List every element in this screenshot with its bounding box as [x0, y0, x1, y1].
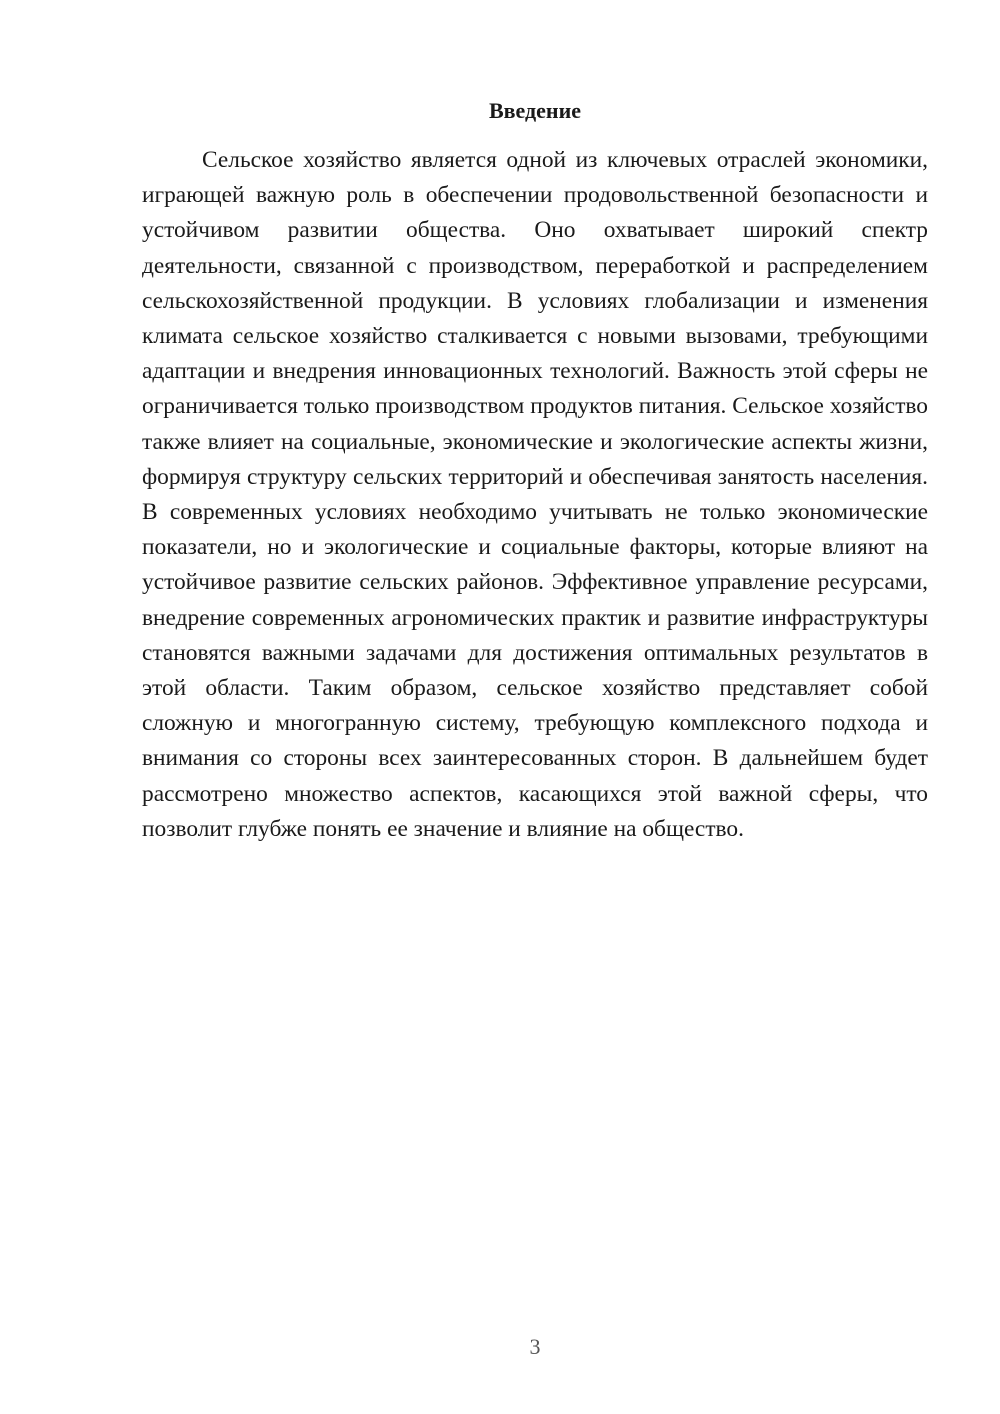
page-number: 3 — [529, 1334, 541, 1359]
introduction-paragraph: Сельское хозяйство является одной из ключевых отраслей экономики, играющей важную роль в обеспечении продовольственной безопасности и устойчивом развитии общества. Оно охватывает широкий спектр деятельности, связанной с производством, переработкой и распределением сельскохозяйственной продукции. В условиях глобализации и изменения климата сельское хозяйство сталкивается с новыми вызовами, требующими адаптации и внедрения инновационных технологий. Важность этой сферы не ограничивается только производством продуктов питания. Сельское хозяйство также влияет на социальные, экономические и экологические аспекты жизни, формируя структуру сельских территорий и обеспечивая занятость населения. В современных условиях необходимо учитывать не только экономические показатели, но и экологические и социальные факторы, которые влияют на устойчивое развитие сельских районов. Эффективное управление ресурсами, внедрение современных агрономических практик и развитие инфраструктуры становятся важными задачами для достижения оптимальных результатов в этой области. Таким образом, сельское хозяйство представляет собой сложную и многогранную систему, требующую комплексного подхода и внимания со стороны всех заинтересованных сторон. В дальнейшем будет рассмотрено множество аспектов, касающихся этой важной сферы, что позволит глубже понять ее значение и влияние на общество. — [142, 147, 928, 842]
section-heading: Введение — [488, 98, 582, 123]
